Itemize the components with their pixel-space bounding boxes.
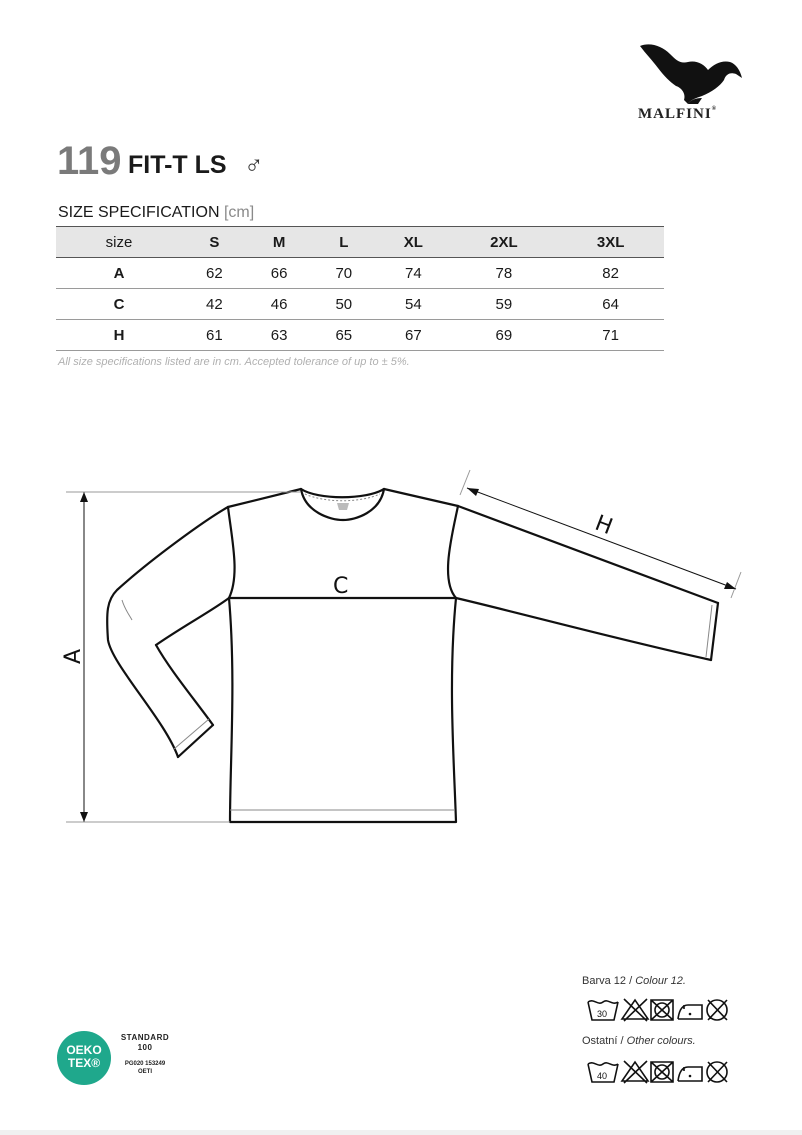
tolerance-note: All size specifications listed are in cm. Accepted tolerance of up to ± 5%.	[58, 356, 410, 368]
table-cell: 65	[311, 320, 376, 351]
male-symbol-icon: ♂	[244, 150, 264, 180]
oeko-standard	[112, 1033, 178, 1053]
table-cell: 82	[557, 258, 664, 289]
table-cell: 42	[182, 289, 247, 320]
oeko-institute: OETI	[137, 1069, 152, 1075]
table-cell: 78	[451, 258, 558, 289]
header-cell: size	[56, 227, 182, 258]
oeko-standard-text: STANDARD	[120, 1033, 170, 1042]
header-cell: 2XL	[451, 227, 558, 258]
other-cz: Ostatní /	[582, 1035, 627, 1047]
bottom-bar	[0, 1130, 802, 1135]
table-header-row	[56, 227, 664, 258]
brand-text: MALFINI	[638, 106, 712, 122]
care-icons-other	[586, 1059, 738, 1085]
no-tumble-dry-icon	[651, 1062, 673, 1082]
table-cell: 70	[311, 258, 376, 289]
table-cell: 69	[451, 320, 558, 351]
no-bleach-icon	[622, 999, 648, 1021]
wash-temp-2: 40	[597, 1071, 608, 1081]
care-icons-colour12	[586, 997, 738, 1023]
size-table	[56, 226, 664, 351]
no-dry-clean-icon	[707, 1000, 727, 1020]
colour12-en: Colour 12.	[635, 975, 686, 987]
table-cell: 63	[247, 320, 312, 351]
table-cell: 74	[376, 258, 450, 289]
neck-label-icon	[337, 503, 349, 510]
product-number: 119	[57, 139, 122, 183]
table-row	[56, 320, 664, 351]
product-name: FIT-T LS	[128, 151, 227, 179]
dimension-lines	[66, 470, 741, 822]
header-cell: M	[247, 227, 312, 258]
table-cell: 50	[311, 289, 376, 320]
spec-title	[58, 204, 254, 222]
table-cell: 71	[557, 320, 664, 351]
shirt-stitching	[122, 494, 712, 810]
colour12-caption	[582, 975, 686, 987]
spec-title-text: SIZE SPECIFICATION	[58, 204, 220, 221]
row-label: A	[56, 258, 182, 289]
other-colours-caption	[582, 1035, 696, 1047]
dimension-arrows	[80, 488, 736, 822]
colour12-cz: Barva 12 /	[582, 975, 636, 987]
shirt-outline	[107, 489, 718, 822]
header-cell: XL	[376, 227, 450, 258]
brand-name	[638, 106, 717, 123]
shirt-diagram	[0, 455, 802, 845]
table-row	[56, 289, 664, 320]
table-cell: 61	[182, 320, 247, 351]
header-cell: 3XL	[557, 227, 664, 258]
table-cell: 64	[557, 289, 664, 320]
oeko-line2: TEX®	[67, 1056, 101, 1070]
no-bleach-icon	[622, 1061, 648, 1083]
table-cell: 59	[451, 289, 558, 320]
header-cell: S	[182, 227, 247, 258]
oeko-standard-num: 100	[137, 1043, 153, 1052]
wash-temp-1: 30	[597, 1009, 608, 1019]
table-cell: 67	[376, 320, 450, 351]
table-cell: 54	[376, 289, 450, 320]
no-tumble-dry-icon	[651, 1000, 673, 1020]
table-cell: 62	[182, 258, 247, 289]
dim-label-h: H	[591, 510, 616, 541]
row-label: H	[56, 320, 182, 351]
other-en: Other colours.	[626, 1035, 696, 1047]
header-cell: L	[311, 227, 376, 258]
oeko-certificate	[112, 1060, 178, 1076]
spec-unit: [cm]	[223, 204, 255, 221]
table-cell: 66	[247, 258, 312, 289]
iron-low-icon	[678, 1005, 702, 1019]
iron-low-icon	[678, 1067, 702, 1081]
oeko-cert-number: PG020 153249	[124, 1061, 166, 1067]
dim-label-c: C	[333, 574, 349, 599]
dim-label-a: A	[61, 648, 86, 664]
table-row	[56, 258, 664, 289]
oeko-tex-logo	[57, 1031, 111, 1085]
row-label: C	[56, 289, 182, 320]
registered-mark: ®	[711, 106, 718, 112]
no-dry-clean-icon	[707, 1062, 727, 1082]
table-cell: 46	[247, 289, 312, 320]
oeko-line1: OEKO	[66, 1043, 102, 1057]
